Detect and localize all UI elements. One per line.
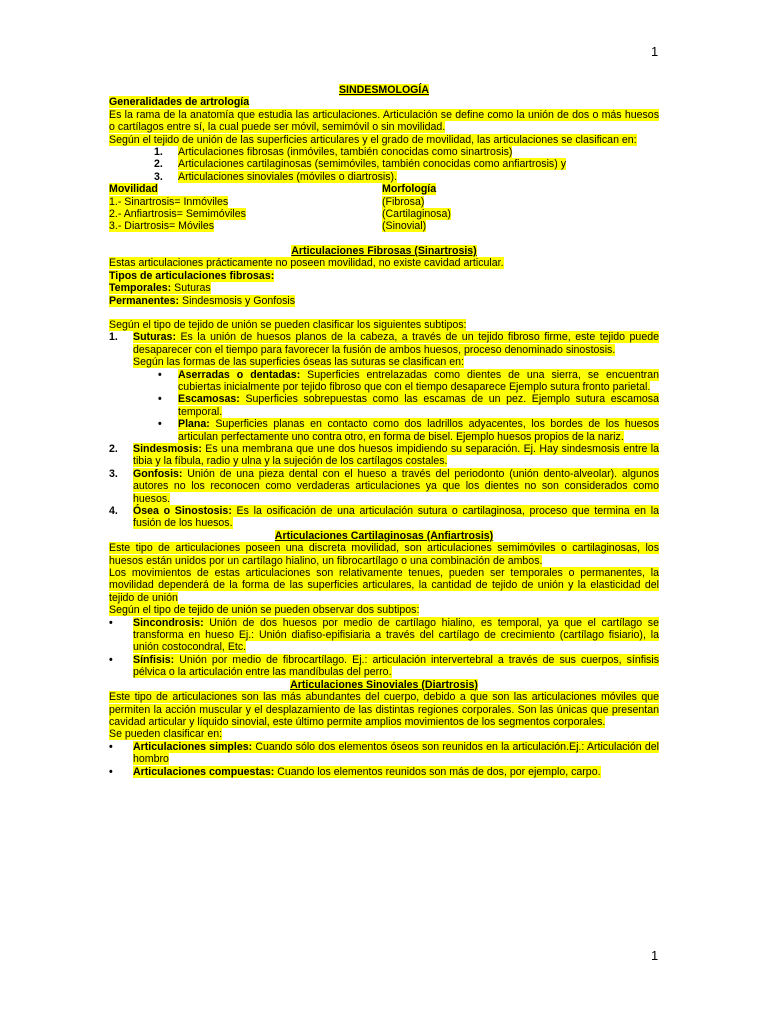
bullet-icon: • [109,765,113,778]
list-item-sindesmosis: 2. Sindesmosis: Es una membrana que une dos huesos impidiendo su separación. Ej. Hay sindesmosis entre la tibia y la fíbula, radio y ulna y la sujeción de los cartílagos costales. [109,442,659,468]
bullet-item: • Sincondrosis: Unión de dos huesos por medio de cartílago hialino, es temporal, ya que el cartílago se transforma en hueso Ej.: Unión diafiso-epifisiaria a través del cartílago de crecimiento (cartílago fisiario), la unión costocondral, Etc. [109,616,659,654]
mobility-table-header: Movilidad Morfología [109,183,437,196]
section-heading-sinoviales: Articulaciones Sinoviales (Diartrosis) [290,678,478,691]
bullet-item: • Escamosas: Superficies sobrepuestas como las escamas de un pez. Ejemplo sutura escamosa temporal. [158,393,659,418]
list-item-sinostosis: 4. Ósea o Sinostosis: Es la osificación de una articulación sutura o cartilaginosa, proceso que termina en la fusión de los huesos. [109,505,659,530]
list-item: 2. Articulaciones cartilaginosas (semimóviles, también conocidas como anfiartrosis) y [154,158,567,171]
bullet-icon: • [109,653,113,666]
temporales-line: Temporales: Suturas [109,282,211,295]
section-heading-generalidades: Generalidades de artrología [109,96,250,109]
paragraph: Según el tejido de unión de las superficies articulares y el grado de movilidad, las articulaciones se clasifican en: [109,133,637,146]
bullet-icon: • [109,616,113,629]
subheading: Tipos de articulaciones fibrosas: [109,269,275,282]
bullet-icon: • [109,740,113,753]
bullet-item: • Sínfisis: Unión por medio de fibrocartílago. Ej.: articulación intervertebral a través de sus cuerpos, sínfisis pélvica o la articulación entre las mandíbulas del perro. [109,653,659,679]
bullet-item: • Plana: Superficies planas en contacto como dos ladrillos adyacentes, los bordes de los huesos articulan perfectamente uno contra otro, en forma de bisel. Ejemplo huesos propios de la nariz. [158,418,659,443]
permanentes-line: Permanentes: Sindesmosis y Gonfosis [109,294,296,307]
list-item-suturas: 1. Suturas: Es la unión de huesos planos de la cabeza, a través de un tejido fibroso firme, este tejido puede desaparecer con el tiempo para favorecer la fusión de ambos huesos, proceso denominado sinostosis. [109,331,659,356]
bullet-item: • Articulaciones simples: Cuando sólo dos elementos óseos son reunidos en la articulación.Ej.: Articulación del hombro [109,740,659,766]
bullet-icon: • [158,418,162,431]
paragraph: Según el tipo de tejido de unión se pueden observar dos subtipos: [109,604,420,617]
mobility-table-row: 2.- Anfiartrosis= Semimóviles (Cartilaginosa) [109,208,451,221]
paragraph: Según las formas de las superficies óseas las suturas se clasifican en: [133,356,464,369]
paragraph: Es la rama de la anatomía que estudia las articulaciones. Articulación se define como la unión de dos o más huesos o cartílagos entre sí, la cual puede ser móvil, semimóvil o sin movilidad. [109,108,659,134]
document-title: SINDESMOLOGÍA [338,84,430,96]
list-item: 3. Articulaciones sinoviales (móviles o diartrosis). [154,170,398,183]
bullet-icon: • [158,393,162,406]
page-number-bottom: 1 [651,948,659,963]
bullet-item: • Articulaciones compuestas: Cuando los elementos reunidos son más de dos, por ejemplo, carpo. [109,765,601,778]
bullet-icon: • [158,368,162,381]
paragraph: Estas articulaciones prácticamente no poseen movilidad, no existe cavidad articular. [109,257,504,270]
paragraph: Según el tipo de tejido de unión se pueden clasificar los siguientes subtipos: [109,318,467,331]
paragraph: Este tipo de articulaciones son las más abundantes del cuerpo, debido a que son las articulaciones móviles que permiten la acción muscular y el desplazamiento de las distintas regiones corporales. Son las únicas que presentan cavidad articular y líquido sinovial, este último permite amplios movimientos de los segmentos corporales. [109,691,659,728]
mobility-table-row: 3.- Diartrosis= Móviles (Sinovial) [109,220,427,233]
list-item: 1. Articulaciones fibrosas (inmóviles, también conocidas como sinartrosis) [154,146,513,159]
section-heading-cartilaginosas: Articulaciones Cartilaginosas (Anfiartrosis) [274,529,494,542]
paragraph: Se pueden clasificar en: [109,728,223,741]
paragraph: Los movimientos de estas articulaciones son relativamente tenues, pueden ser temporales o permanentes, la movilidad dependerá de la forma de las superficies articulares, la cantidad de tejido de unión y la elasticidad del tejido de unión [109,567,659,604]
page-number-top: 1 [651,44,659,59]
document-body [109,84,659,778]
mobility-table-row: 1.- Sinartrosis= Inmóviles (Fibrosa) [109,195,425,208]
section-heading-fibrosas: Articulaciones Fibrosas (Sinartrosis) [291,244,477,257]
list-item-gonfosis: 3. Gonfosis: Unión de una pieza dental con el hueso a través del periodonto (unión dento-alveolar). algunos autores no los reconocen como verdaderas articulaciones ya que los dientes no son considerados como huesos. [109,467,659,505]
paragraph: Este tipo de articulaciones poseen una discreta movilidad, son articulaciones semimóviles o cartilaginosas, los huesos están unidos por un cartílago hialino, un fibrocartílago o una combinación de ambos. [109,542,659,567]
bullet-item: • Aserradas o dentadas: Superficies entrelazadas como dientes de una sierra, se encuentran cubiertas inicialmente por tejido fibroso que con el tiempo desaparece Ejemplo sutura fronto parietal. [158,368,659,393]
